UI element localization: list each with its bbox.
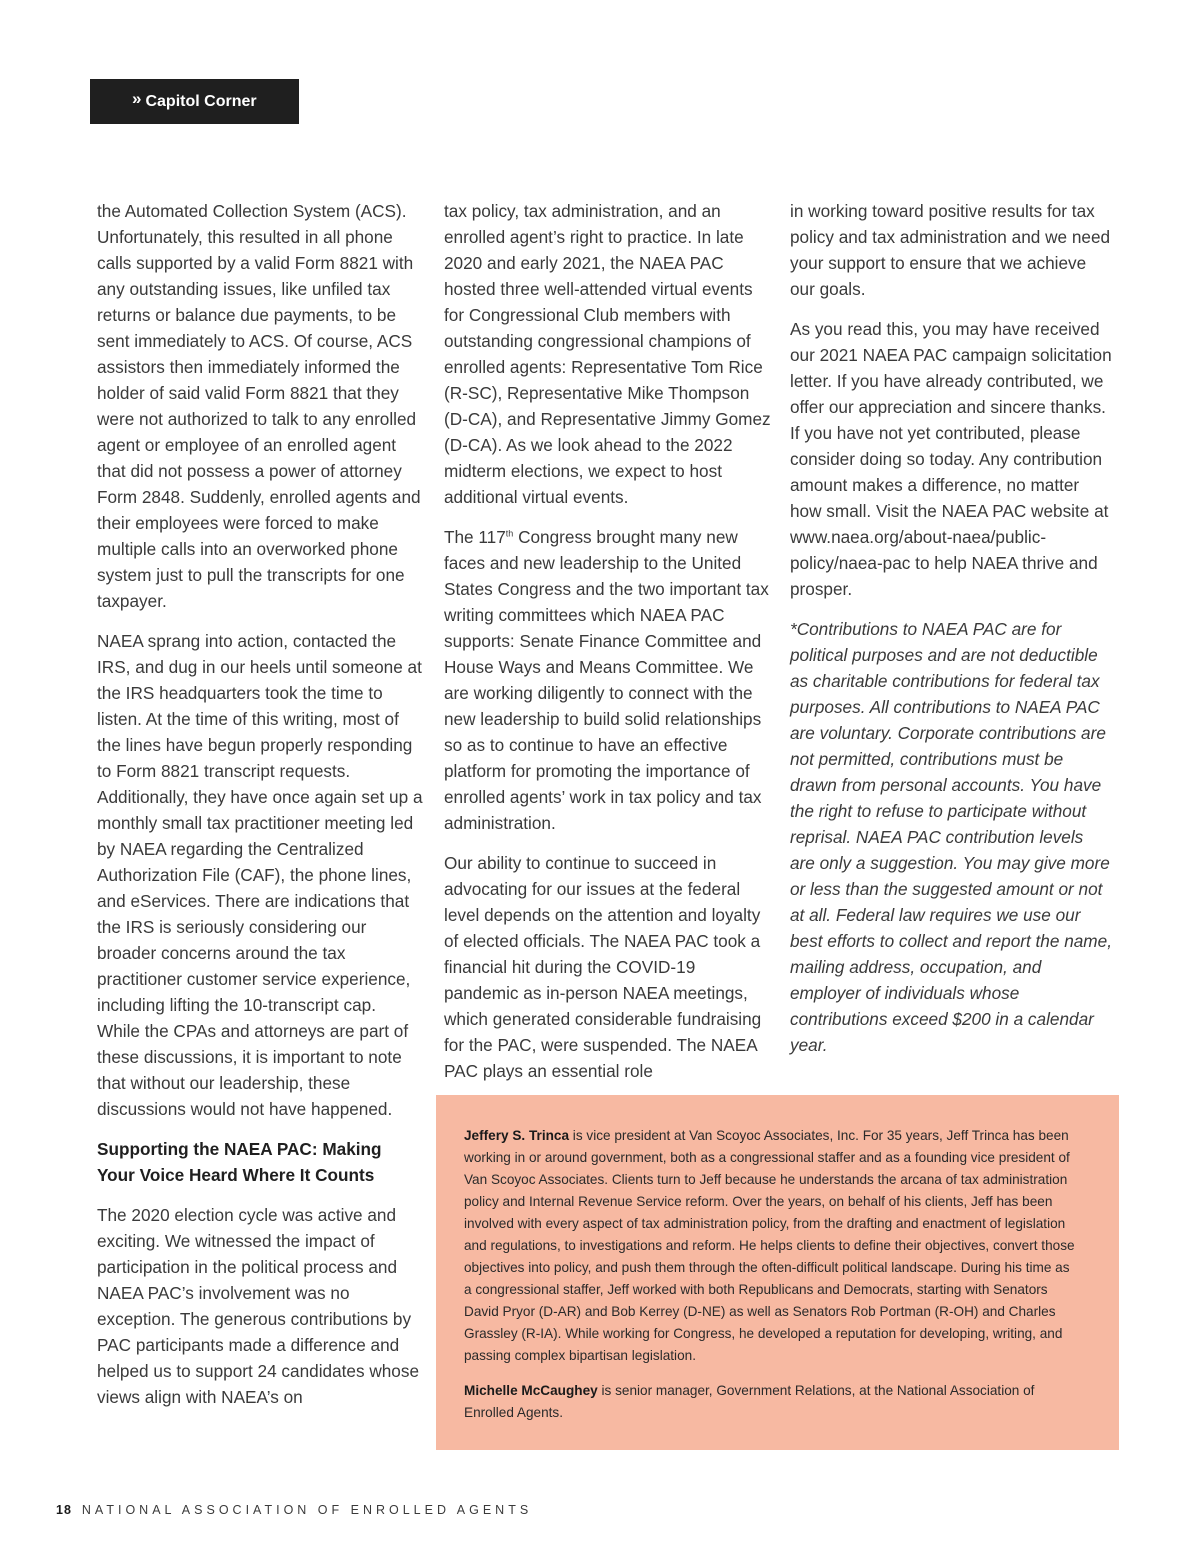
paragraph: As you read this, you may have received our 2021 NAEA PAC campaign solicitation letter. If you have already contributed, we offer our appreciation and sincere thanks. If you have not yet contributed, please consider doing so today. Any contribution amount makes a difference, no matter how small. Visit the NAEA PAC website at www.naea.org/about-naea/public-policy/naea-pac to help NAEA thrive and prosper. <box>790 319 1112 599</box>
article-column-1 <box>97 198 423 1424</box>
paragraph: the Automated Collection System (ACS). Unfortunately, this resulted in all phone calls supported by a valid Form 8821 with any outstanding issues, like unfiled tax returns or balance due payments, to be sent immediately to ACS. Of course, ACS assistors then immediately informed the holder of said valid Form 8821 that they were not authorized to talk to any enrolled agent or employee of an enrolled agent that did not possess a power of attorney Form 2848. Suddenly, enrolled agents and their employees were forced to make multiple calls into an overworked phone system just to pull the transcripts for one taxpayer. <box>97 201 421 611</box>
article-column-3 <box>790 198 1112 1072</box>
chevron-right-icon: » <box>132 88 142 108</box>
author-name: Jeffery S. Trinca <box>464 1128 570 1143</box>
contribution-disclaimer: *Contributions to NAEA PAC are for political purposes and are not deductible as charitable contributions for federal tax purposes. All contributions to NAEA PAC are voluntary. Corporate contributions are not permitted, contributions must be drawn from personal accounts. You have the right to refuse to participate without reprisal. NAEA PAC contribution levels are only a suggestion. You may give more or less than the suggested amount or not at all. Federal law requires we use our best efforts to collect and report the name, mailing address, occupation, and employer of individuals whose contributions exceed $200 in a calendar year. <box>790 619 1112 1055</box>
author-bio <box>464 1380 1077 1424</box>
author-bio-text: is vice president at Van Scoyoc Associates, Inc. For 35 years, Jeff Trinca has been working in or around government, both as a congressional staffer and as a founding vice president of Van Scoyoc Associates. Clients turn to Jeff because he understands the arcana of tax administration policy and Internal Revenue Service reform. Over the years, on behalf of his clients, Jeff has been involved with every aspect of tax administration policy, from the drafting and enactment of legislation and regulations, to investigations and reform. He helps clients to define their objectives, convert those objectives into policy, and push them through the often-difficult political landscape. During his time as a congressional staffer, Jeff worked with both Republicans and Democrats, starting with Senators David Pryor (D-AR) and Bob Kerrey (D-NE) as well as Senators Rob Portman (R-OH) and Charles Grassley (R-IA). While working for Congress, he developed a reputation for developing, writing, and passing complex bipartisan legislation. <box>464 1128 1075 1363</box>
page-footer <box>56 1503 532 1517</box>
author-bio-box <box>436 1095 1119 1450</box>
paragraph <box>444 524 774 836</box>
section-subheading: Supporting the NAEA PAC: Making Your Voice Heard Where It Counts <box>97 1139 382 1185</box>
paragraph: Our ability to continue to succeed in advocating for our issues at the federal level depends on the attention and loyalty of elected officials. The NAEA PAC took a financial hit during the COVID-19 pandemic as in-person NAEA meetings, which generated considerable fundraising for the PAC, were suspended. The NAEA PAC plays an essential role <box>444 853 762 1081</box>
paragraph: tax policy, tax administration, and an enrolled agent’s right to practice. In late 2020 and early 2021, the NAEA PAC hosted three well-attended virtual events for Congressional Club members with outstanding congressional champions of enrolled agents: Representative Tom Rice (R-SC), Representative Mike Thompson (D-CA), and Representative Jimmy Gomez (D-CA). As we look ahead to the 2022 midterm elections, we expect to host additional virtual events. <box>444 201 771 507</box>
paragraph-text: The 117 <box>444 527 506 547</box>
page-number: 18 <box>56 1503 72 1517</box>
paragraph: NAEA sprang into action, contacted the IRS, and dug in our heels until someone at the IRS headquarters took the time to listen. At the time of this writing, most of the lines have begun properly responding to Form 8821 transcript requests. Additionally, they have once again set up a monthly small tax practitioner meeting led by NAEA regarding the Centralized Authorization File (CAF), the phone lines, and eServices. There are indications that the IRS is seriously considering our broader concerns around the tax practitioner customer service experience, including lifting the 10-transcript cap. While the CPAs and attorneys are part of these discussions, it is important to note that without our leadership, these discussions would not have happened. <box>97 631 423 1119</box>
ordinal-superscript: th <box>505 528 514 539</box>
section-label: Capitol Corner <box>145 92 257 110</box>
article-column-2 <box>444 198 774 1098</box>
paragraph: The 2020 election cycle was active and exciting. We witnessed the impact of participation in the political process and NAEA PAC’s involvement was no exception. The generous contributions by PAC participants made a difference and helped us to support 24 candidates whose views align with NAEA’s on <box>97 1205 420 1407</box>
section-tab <box>90 79 299 124</box>
author-bio <box>464 1125 1077 1367</box>
paragraph-text: Congress brought many new faces and new leadership to the United States Congress and the two important tax writing committees which NAEA PAC supports: Senate Finance Committee and House Ways and Means Committee. We are working diligently to connect with the new leadership to build solid relationships so as to continue to have an effective platform for promoting the importance of enrolled agents’ work in tax policy and tax administration. <box>444 527 769 833</box>
paragraph: in working toward positive results for tax policy and tax administration and we need your support to ensure that we achieve our goals. <box>790 201 1111 299</box>
author-bio-text: is senior manager, Government Relations, at the National Association of Enrolled Agents. <box>464 1383 1035 1420</box>
publication-name: NATIONAL ASSOCIATION OF ENROLLED AGENTS <box>81 1503 533 1517</box>
author-name: Michelle McCaughey <box>464 1383 598 1398</box>
